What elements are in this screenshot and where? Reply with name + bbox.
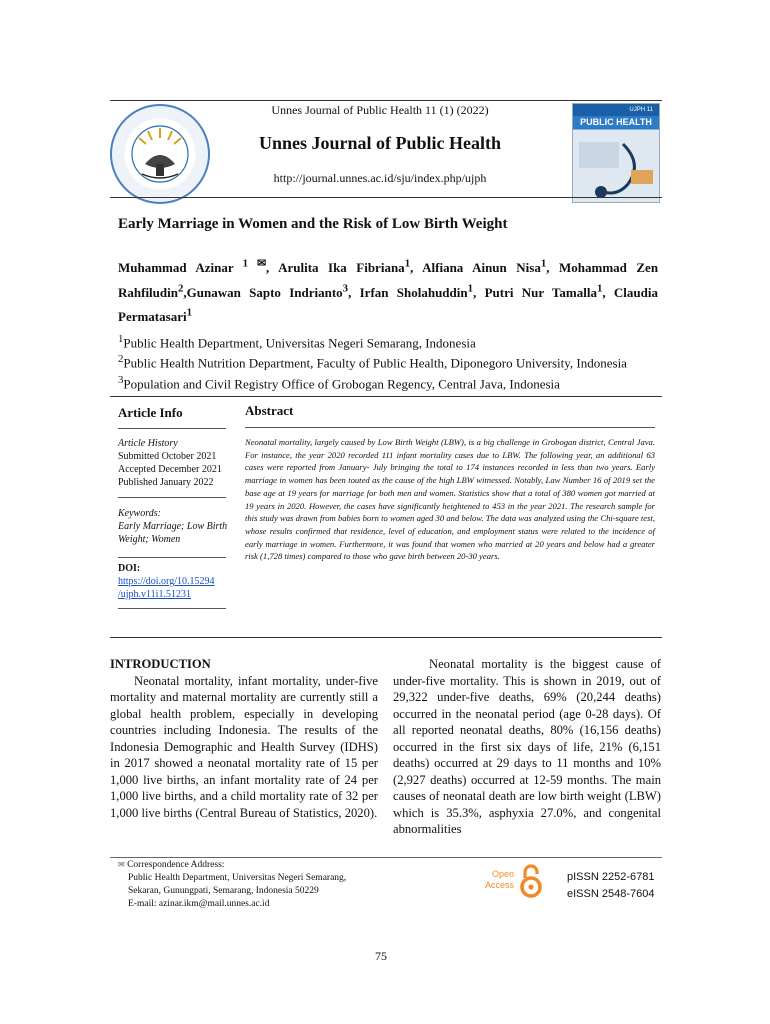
journal-url[interactable]: http://journal.unnes.ac.id/sju/index.php/ujph (273, 171, 487, 185)
author-list (118, 254, 658, 327)
header-top-rule (110, 100, 662, 101)
keywords-text: Early Marriage; Low Birth Weight; Women (118, 521, 228, 545)
affiliation: $^2$Public Health Nutrition Department, Faculty of Public Health, Diponegoro University, Indonesia (118, 353, 627, 371)
abstract-rule (245, 427, 655, 428)
author: Putri Nur Tamalla$^1$, (484, 282, 614, 300)
doi-block (118, 562, 236, 601)
cover-band-text: UJPH 11 (629, 107, 653, 113)
doi-link-continued[interactable]: /ujph.v11i1.51231 (118, 589, 191, 600)
history-label: Article History (118, 438, 178, 449)
correspondence-label: Correspondence Address: (127, 860, 225, 870)
info-rule (118, 608, 226, 609)
print-issn: pISSN 2252-6781 (567, 871, 655, 883)
paper-title: Early Marriage in Women and the Risk of Low Birth Weight (118, 216, 508, 232)
published-date: Published January 2022 (118, 477, 214, 488)
author: Mohammad Zen Rahfiludin$^2$, (118, 260, 659, 300)
stethoscope-icon (573, 134, 660, 203)
abstract-text: Neonatal mortality, largely caused by Low Birth Weight (LBW), is a big challenge in Grobogan district, Central Java. For instance, the year 2020 recorded 111 infant mortality cases due to LBW. The following year, an additional 63 cases were reported from January- July bringing the total to 174 instances recorded in less than two years. Early marriage in women has been touted as the cause of the high LBW witnessed. Notably, Law Number 16 of 2019 set the base age at 19 years for marriage for both men and women. Statistics show that a total of 380 women got married at 19 years in 2020. However, the cases have significantly heightened to 453 in the year 2021. The research sample for this study was drawn from babies born to women aged 30 and below. The data was analyzed using the Chi-square test, whose results confirmed that residence, level of education, and employment status were related to the incidence of early marriage in women. Furthermore, it was found that women who married at 20 years and below had a greater risk (1,728 times) compared to those who gave birth between 20-30 years. (245, 437, 655, 562)
affiliation-list (118, 331, 663, 392)
open-access-logo (470, 862, 550, 902)
header-bottom-rule (110, 197, 662, 198)
unnes-emblem-icon (112, 106, 208, 202)
electronic-issn: eISSN 2548-7604 (567, 888, 655, 900)
author: Arulita Ika Fibriana$^1$, (278, 258, 423, 276)
abstract-bottom-rule (110, 637, 662, 638)
info-top-rule (110, 396, 662, 397)
journal-logo (110, 104, 210, 204)
correspondence-address (118, 858, 398, 911)
article-history (118, 437, 236, 489)
left-column (110, 656, 378, 821)
open-access-lock-icon (518, 863, 544, 899)
submitted-date: Submitted October 2021 (118, 451, 217, 462)
page-number: 75 (375, 949, 387, 963)
doi-label: DOI: (118, 563, 141, 574)
affiliation: $^1$Public Health Department, Universitas Negeri Semarang, Indonesia (118, 333, 476, 351)
correspondence-line: Public Health Department, Universitas Negeri Semarang, (128, 873, 347, 883)
introduction-paragraph: Neonatal mortality, infant mortality, under-five mortality and maternal mortality are currently still a global health problem, especially in developing countries including Indonesia. The results of the Indonesia Demographic and Health Survey (IDHS) in 2017 showed a neonatal mortality rate of 15 per 1,000 live births, an infant mortality rate of 24 per 1,000 live births, and a child mortality rate of 32 per 1,000 live births (Central Bureau of Statistics, 2020). (110, 673, 378, 820)
accepted-date: Accepted December 2021 (118, 464, 222, 475)
open-access-text: Open Access (484, 869, 514, 890)
journal-title: Unnes Journal of Public Health (258, 133, 502, 153)
info-rule (118, 428, 226, 429)
author: Alfiana Ainun Nisa$^1$, (422, 258, 559, 276)
journal-cover-image (572, 103, 660, 203)
journal-issue-line: Unnes Journal of Public Health 11 (1) (2022) (271, 103, 489, 117)
cover-title: PUBLIC HEALTH (580, 117, 652, 127)
info-rule (118, 557, 226, 558)
abstract-heading: Abstract (245, 403, 294, 418)
doi-link[interactable]: https://doi.org/10.15294 (118, 576, 215, 587)
affiliation: $^3$Population and Civil Registry Office of Grobogan Regency, Central Java, Indonesia (118, 373, 560, 391)
correspondence-line: Sekaran, Gunungpati, Semarang, Indonesia 50229 (128, 886, 319, 896)
introduction-heading: INTRODUCTION (110, 657, 211, 671)
keywords-block (118, 507, 236, 546)
right-column-paragraph: Neonatal mortality is the biggest cause of under-five mortality. This is shown in 2019, out of 29,322 under-five deaths, 69% (20,244 deaths) occurred in the neonatal period (age 0-28 days). Of all reported neonatal deaths, 80% (16,156 deaths) occurred in the first six days of life, 21% (6,151 deaths) occurred at 29 days to 11 months and 10% (2,927 deaths) occurred at 12-59 months. The main causes of neonatal death are low birth weight (LBW) which is 35.3%, asphyxia 27.0%, and congenital abnormalities (393, 657, 661, 836)
keywords-label: Keywords: (118, 508, 161, 519)
article-info-heading: Article Info (118, 405, 183, 420)
author: Gunawan Sapto Indrianto$^3$, (186, 282, 360, 300)
issn-block (567, 869, 654, 903)
author: Muhammad Azinar $^{1 ✉}$, (118, 258, 279, 276)
correspondence-email[interactable]: E-mail: azinar.ikm@mail.unnes.ac.id (128, 899, 270, 909)
author: Irfan Sholahuddin$^1$, (359, 282, 485, 300)
author: Claudia Permatasari$^1$ (118, 284, 658, 324)
info-rule (118, 497, 226, 498)
envelope-icon: ✉ (118, 860, 125, 869)
